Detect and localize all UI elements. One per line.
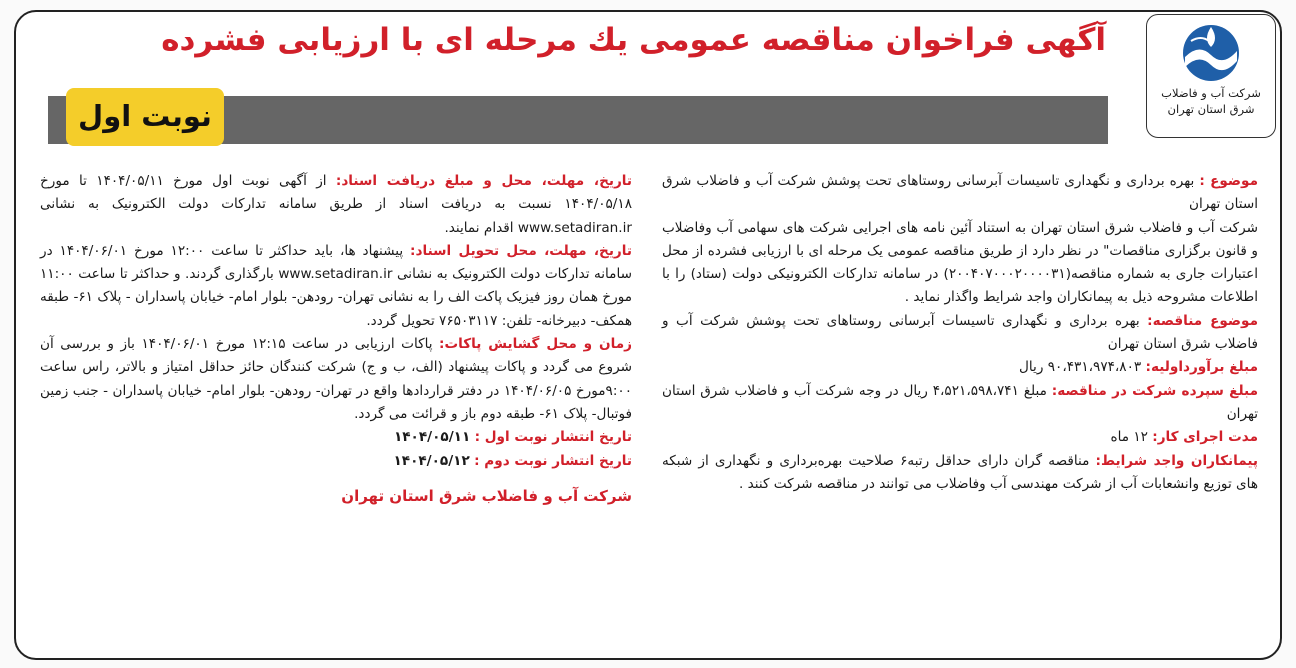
opening-label: زمان و محل گشایش پاکات:: [439, 336, 632, 353]
signature: شرکت آب و فاضلاب شرق استان تهران: [341, 486, 632, 505]
subject-label: موضوع :: [1199, 173, 1258, 189]
water-drop-logo-icon: [1179, 21, 1243, 83]
deposit-text: مبلغ ۴،۵۲۱،۵۹۸،۷۴۱ ریال در وجه شرکت آب و فاضلاب شرق استان تهران: [662, 382, 1258, 422]
pub2-value: ۱۴۰۴/۰۵/۱۲: [393, 452, 470, 469]
pub2-paragraph: [40, 450, 632, 473]
delivery-text: پیشنهاد ها، باید حداکثر تا ساعت ۱۲:۰۰ مورخ ۱۴۰۴/۰۶/۰۱ در سامانه تدارکات دولت الکترونیک به نشانی www.setadiran.ir بارگذاری گردند. و حداکثر تا ساعت ۱۱:۰۰ مورخ همان روز فیزیک پاکت الف را به نشانی تهران- رودهن- بلوار امام- خیابان پاسداران - پلاک ۶۱- طبقه همکف- دبیرخانه- تلفن: ۷۶۵۰۳۱۱۷ تحویل گردد.: [40, 242, 633, 329]
estimate-label: مبلغ برآورداولیه:: [1145, 359, 1258, 376]
estimate-paragraph: [662, 356, 1258, 379]
docs-label: تاریخ، مهلت، محل و مبلغ دریافت اسناد:: [335, 173, 632, 189]
delivery-paragraph: [40, 240, 632, 333]
duration-text: ۱۲ ماه: [1110, 429, 1148, 446]
contractors-text: مناقصه گران دارای حداقل رتبه۶ صلاحیت بهره‌برداری و نگهداری از شبکه های توزیع وانشعابات آب از شرکت مهندسی آب وفاضلاب می توانند در مناقصه شرکت کنند .: [662, 452, 1258, 492]
contractors-paragraph: [662, 450, 1258, 497]
tender-subject-text: بهره برداری و نگهداری تاسیسات آبرسانی روستاهای تحت پوشش شرکت آب و فاضلاب شرق استان تهران: [662, 312, 1258, 353]
logo-company-line1: شرکت آب و فاضلاب: [1161, 86, 1261, 100]
estimate-text: ۹۰،۴۳۱،۹۷۴،۸۰۳ ریال: [1019, 359, 1142, 376]
page-title: آگهی فراخوان مناقصه عمومی یك مرحله ای با ارزیابی فشرده: [161, 22, 1106, 58]
logo-company-line2: شرق استان تهران: [1167, 102, 1255, 116]
pub1-label: تاریخ انتشار نوبت اول :: [474, 429, 632, 446]
docs-paragraph: [40, 170, 632, 240]
opening-paragraph: [40, 333, 632, 426]
deposit-label: مبلغ سپرده شرکت در مناقصه:: [1051, 382, 1258, 399]
pub1-value: ۱۴۰۴/۰۵/۱۱: [393, 429, 471, 446]
right-column: [662, 170, 1258, 496]
intro-paragraph: شرکت آب و فاضلاب شرق استان تهران به استناد آئین نامه های اجرایی شرکت های سهامی آب وفاضلاب و قانون برگزاری مناقصات" در نظر دارد از طریق مناقصه عمومی یک مرحله ای با ارزیابی فشرده از محل اعتبارات جاری به شماره مناقصه(۲۰۰۴۰۷۰۰۰۲۰۰۰۰۳۱) در سامانه تدارکات الکترونیکی دولت (ستاد) را با اطلاعات مشروحه ذیل به پیمانکاران واجد شرایط واگذار نماید .: [662, 219, 1258, 306]
tender-subject-paragraph: [662, 310, 1258, 357]
left-column: [40, 170, 632, 508]
tender-subject-label: موضوع مناقصه:: [1147, 312, 1258, 329]
pub2-label: تاریخ انتشار نوبت دوم :: [474, 452, 632, 469]
docs-text: از آگهی نوبت اول مورخ ۱۴۰۴/۰۵/۱۱ تا مورخ ۱۴۰۴/۰۵/۱۸ نسبت به دریافت اسناد از طریق سامانه تدارکات دولت الکترونیک به نشانی www.setadiran.ir اقدام نمایند.: [40, 173, 632, 236]
contractors-label: پیمانکاران واجد شرایط:: [1095, 452, 1258, 469]
opening-text: پاکات ارزیابی در ساعت ۱۲:۱۵ مورخ ۱۴۰۴/۰۶/۰۱ باز و بررسی آن شروع می گردد و پاکات پیشنهاد (الف، ب و ج) شرکت کنندگان حائز حداقل امتیاز و بالاتر، راس ساعت ۹:۰۰مورخ ۱۴۰۴/۰۶/۰۵ در دفتر قراردادها واقع در تهران- رودهن- بلوار امام- خیابان پاسداران - جنب زمین فوتبال- پلاک ۶۱- طبقه دوم باز و قرائت می گردد.: [40, 336, 632, 422]
nobat-badge: نوبت اول: [66, 88, 224, 146]
subject-paragraph: [662, 170, 1258, 217]
duration-paragraph: [662, 426, 1258, 449]
company-logo: [1146, 14, 1276, 138]
pub1-paragraph: [40, 426, 632, 449]
deposit-paragraph: [662, 380, 1258, 427]
delivery-label: تاریخ، مهلت، محل تحویل اسناد:: [410, 242, 632, 259]
subject-text: بهره برداری و نگهداری تاسیسات آبرسانی روستاهای تحت پوشش شرکت آب و فاضلاب شرق استان تهران: [662, 173, 1258, 213]
duration-label: مدت اجرای کار:: [1152, 429, 1258, 446]
